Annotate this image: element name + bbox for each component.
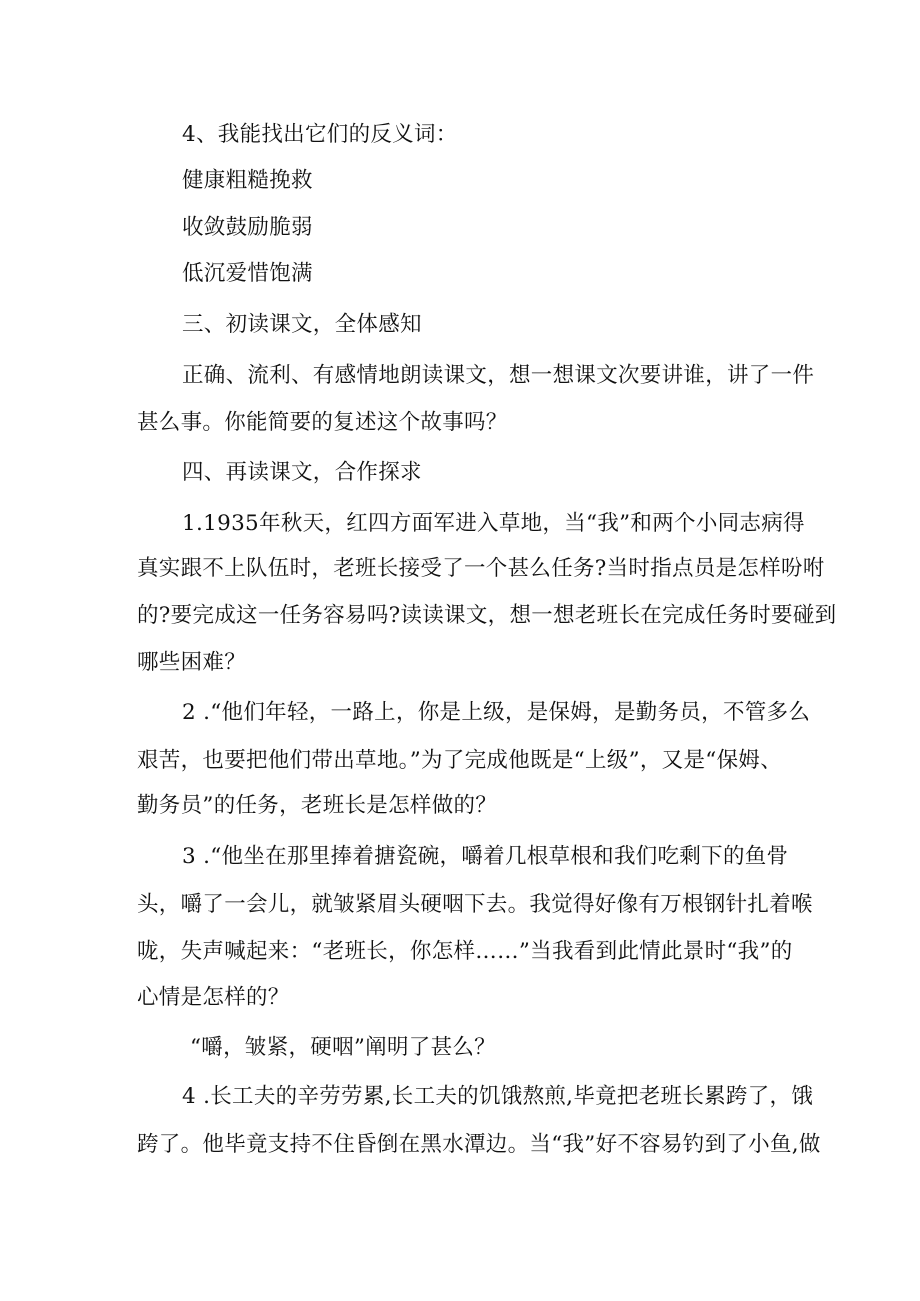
paragraph-line: [182, 842, 789, 872]
paragraph-text: 艰苦，也要把他们带出草地。”为了完成他既是“上级”，又是“保姆、: [137, 748, 782, 773]
paragraph-text: 真实跟不上队伍时，老班长接受了一个甚么任务?当时指点员是怎样吩咐: [137, 556, 825, 581]
paragraph-line: 甚么事。你能简要的复述这个故事吗？: [137, 410, 508, 435]
paragraph-text: 2 .“他们年轻，一路上，你是上级，是保姆，是勤务员，不管多么: [182, 700, 811, 725]
paragraph-line: [182, 698, 811, 728]
paragraph-line: [137, 890, 813, 920]
paragraph-text: 头，嚼了一会儿，就皱紧眉头硬咽下去。我觉得好像有万根钢针扎着喉: [137, 892, 813, 917]
paragraph-line: [137, 746, 782, 776]
paragraph-text: 跨了。他毕竟支持不住昏倒在黑水潭边。当“我”好不容易钓到了小鱼,做: [137, 1132, 821, 1157]
paragraph-line: [137, 937, 793, 967]
word-list-line: 收敛鼓励脆弱: [182, 215, 313, 240]
paragraph-text: 咙，失声喊起来：“老班长，你怎样……”当我看到此情此景时“我”的: [137, 939, 793, 964]
paragraph-line: [182, 1082, 814, 1112]
paragraph-line: [182, 509, 805, 539]
paragraph-line: [137, 1130, 821, 1160]
paragraph-line: 哪些困难？: [137, 650, 247, 675]
word-list-line: 健康粗糙挽救: [182, 168, 313, 193]
section-heading: 四、再读课文，合作探求: [182, 460, 422, 485]
paragraph-text: 3 .“他坐在那里捧着搪瓷碗，嚼着几根草根和我们吃剩下的鱼骨: [182, 844, 789, 869]
paragraph-line: 勤务员”的任务，老班长是怎样做的？: [137, 793, 498, 818]
word-list-line: 低沉爱惜饱满: [182, 261, 313, 286]
paragraph-text: 1.1935年秋天，红四方面军进入草地，当“我”和两个小同志病得: [182, 511, 805, 536]
paragraph-line: [182, 361, 815, 391]
paragraph-line: [137, 601, 837, 631]
paragraph-text: 正确、流利、有感情地朗读课文，想一想课文次要讲谁，讲了一件: [182, 363, 815, 388]
section-heading: 三、初读课文，全体感知: [182, 312, 422, 337]
paragraph-line: [137, 554, 825, 584]
paragraph-text: 4 .长工夫的辛劳劳累,长工夫的饥饿熬煎,毕竟把老班长累跨了，饿: [182, 1084, 814, 1109]
heading-antonyms: 4、我能找出它们的反义词：: [182, 122, 458, 147]
question-line: “嚼，皱紧，硬咽”阐明了甚么？: [190, 1035, 496, 1060]
paragraph-text: 的?要完成这一任务容易吗?读读课文，想一想老班长在完成任务时要碰到: [137, 603, 837, 628]
paragraph-line: 心情是怎样的？: [137, 985, 290, 1010]
